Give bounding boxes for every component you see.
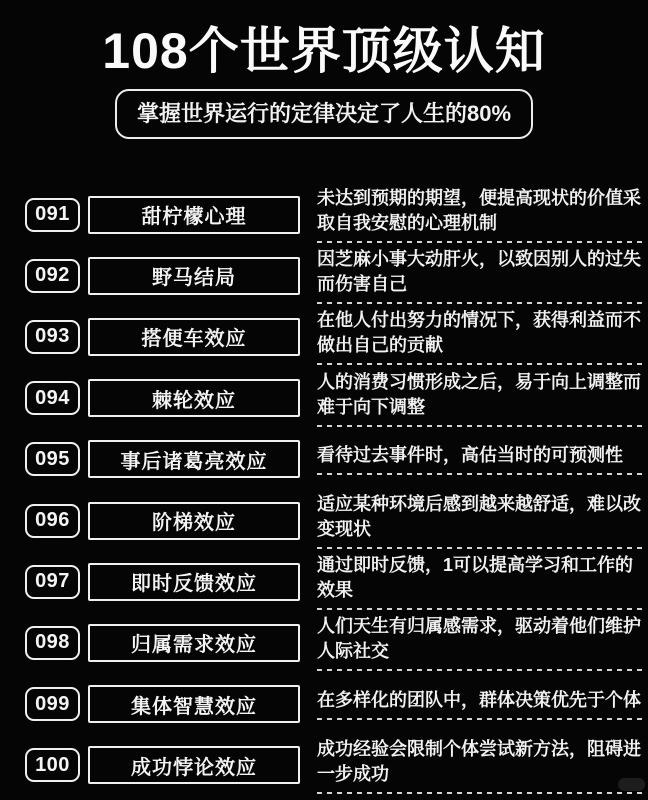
dashed-divider [317, 425, 644, 427]
item-description: 在多样化的团队中，群体决策优先于个体 [317, 690, 641, 711]
dashed-divider [317, 363, 644, 365]
poster-header [0, 0, 648, 139]
list-item [0, 551, 648, 612]
watermark-badge [618, 778, 645, 791]
cognition-list [0, 184, 648, 796]
item-number-badge: 096 [25, 504, 80, 538]
list-item [0, 735, 648, 796]
item-description-block [317, 443, 644, 475]
item-description-block [317, 370, 644, 427]
list-item [0, 674, 648, 735]
item-description: 通过即时反馈，1可以提高学习和工作的效果 [317, 555, 634, 601]
item-name-box: 搭便车效应 [88, 318, 300, 356]
item-number-badge: 093 [25, 320, 80, 354]
dashed-divider [317, 302, 644, 304]
item-number-badge: 098 [25, 626, 80, 660]
item-name-box: 阶梯效应 [88, 502, 300, 540]
item-name-box: 集体智慧效应 [88, 685, 300, 723]
dashed-divider [317, 718, 644, 720]
item-description-block [317, 614, 644, 671]
list-item [0, 184, 648, 245]
item-description-block [317, 247, 644, 304]
item-number-badge: 094 [25, 381, 80, 415]
subtitle-row [0, 89, 648, 139]
item-name-box: 野马结局 [88, 257, 300, 295]
list-item [0, 490, 648, 551]
item-name-box: 即时反馈效应 [88, 563, 300, 601]
subtitle-badge: 掌握世界运行的定律决定了人生的80% [115, 89, 533, 139]
item-description: 成功经验会限制个体尝试新方法，阻碍进一步成功 [317, 738, 641, 784]
dashed-divider [317, 608, 644, 610]
item-description: 看待过去事件时，高估当时的可预测性 [317, 445, 623, 466]
list-item [0, 368, 648, 429]
item-description: 因芝麻小事大动肝火，以致因别人的过失而伤害自己 [317, 249, 641, 295]
item-number-badge: 091 [25, 198, 80, 232]
list-item [0, 429, 648, 490]
item-name-box: 归属需求效应 [88, 624, 300, 662]
item-description: 适应某种环境后感到越来越舒适，难以改变现状 [317, 494, 641, 540]
dashed-divider [317, 669, 644, 671]
dashed-divider [317, 241, 644, 243]
list-item [0, 306, 648, 367]
item-number-badge: 100 [25, 748, 80, 782]
item-number-badge: 095 [25, 442, 80, 476]
item-description: 人的消费习惯形成之后，易于向上调整而难于向下调整 [317, 371, 641, 417]
item-description: 在他人付出努力的情况下，获得利益而不做出自己的贡献 [317, 310, 641, 356]
item-name-box: 甜柠檬心理 [88, 196, 300, 234]
dashed-divider [317, 547, 644, 549]
item-description-block [317, 492, 644, 549]
dashed-divider [317, 473, 644, 475]
page-title: 108个世界顶级认知 [102, 23, 546, 79]
item-name-box: 棘轮效应 [88, 379, 300, 417]
item-description-block [317, 737, 644, 794]
item-name-box: 事后诸葛亮效应 [88, 440, 300, 478]
item-number-badge: 097 [25, 565, 80, 599]
item-number-badge: 099 [25, 687, 80, 721]
list-item [0, 245, 648, 306]
item-description-block [317, 186, 644, 243]
item-description-block [317, 688, 644, 720]
item-description-block [317, 553, 644, 610]
item-description-block [317, 308, 644, 365]
dashed-divider [317, 792, 644, 794]
item-number-badge: 092 [25, 259, 80, 293]
item-description: 未达到预期的期望，便提高现状的价值采取自我安慰的心理机制 [317, 188, 641, 234]
item-description: 人们天生有归属感需求，驱动着他们维护人际社交 [317, 616, 641, 662]
item-name-box: 成功悖论效应 [88, 746, 300, 784]
list-item [0, 612, 648, 673]
